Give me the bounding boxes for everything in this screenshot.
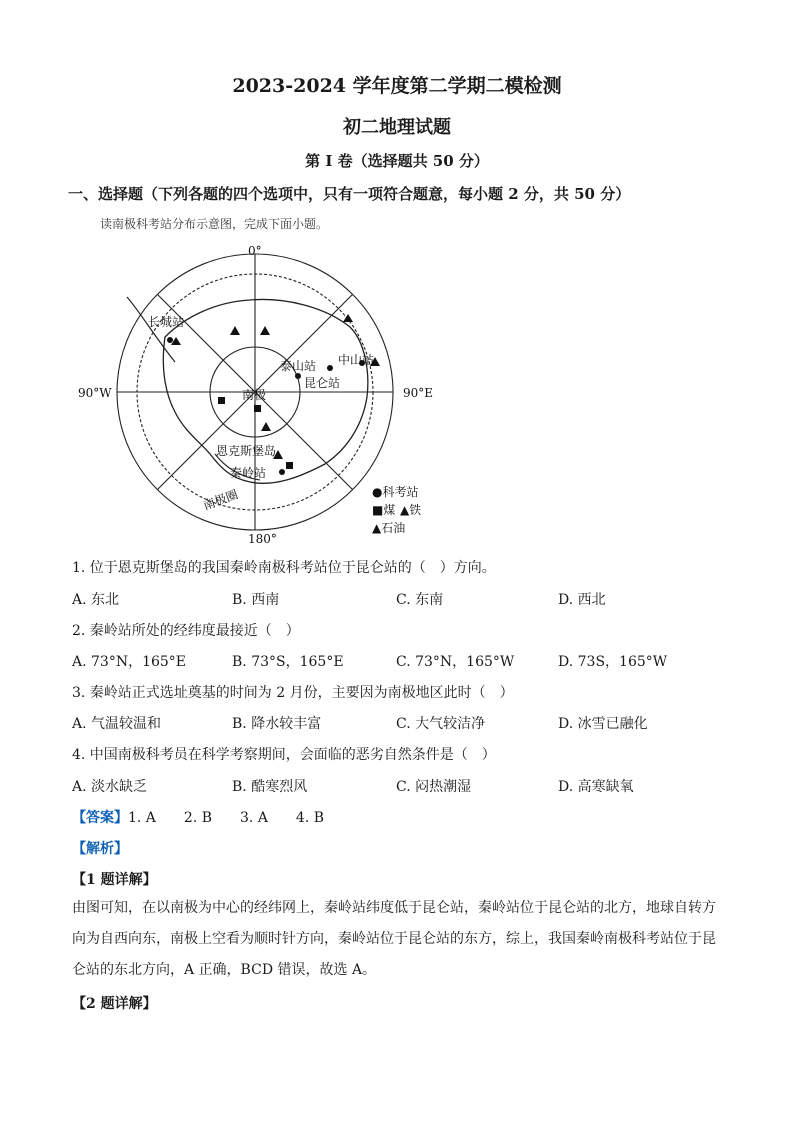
iron-marker	[261, 422, 271, 431]
antarctica-station-map	[70, 242, 450, 547]
question-4-option-d[interactable]: D. 高寒缺氧	[558, 779, 634, 795]
answer-line	[72, 807, 324, 827]
coal-marker	[254, 405, 261, 412]
question-2-option-a[interactable]: A. 73°N，165°E	[72, 654, 187, 670]
question-1-stem: 1. 位于恩克斯堡岛的我国秦岭南极科考站位于昆仑站的（ ）方向。	[72, 560, 496, 576]
legend-coal: ■煤	[372, 503, 396, 517]
label-kunlun: 昆仑站	[304, 376, 341, 390]
question-4-stem: 4. 中国南极科考员在科学考察期间，会面临的恶劣自然条件是（ ）	[72, 747, 496, 763]
page-title: 2023-2024 学年度第二学期二模检测	[232, 75, 562, 97]
detail-2-label: 【2 题详解】	[72, 996, 157, 1012]
question-4-option-c[interactable]: C. 闷热潮湿	[396, 779, 472, 795]
question-1-option-a[interactable]: A. 东北	[72, 592, 120, 608]
question-1-option-b[interactable]: B. 西南	[232, 592, 280, 608]
answer-label: 【答案】	[72, 810, 128, 826]
section-intro: 读南极科考站分布示意图，完成下面小题。	[100, 217, 329, 231]
page-subtitle: 初二地理试题	[343, 117, 451, 138]
question-2-option-b[interactable]: B. 73°S，165°E	[232, 654, 344, 670]
question-1-option-c[interactable]: C. 东南	[396, 592, 444, 608]
question-4-option-a[interactable]: A. 淡水缺乏	[72, 779, 148, 795]
station-dot-taishan	[327, 365, 333, 371]
label-zhongshan: 中山站	[338, 353, 375, 367]
question-2-stem: 2. 秦岭站所处的经纬度最接近（ ）	[72, 623, 300, 639]
coal-marker	[218, 397, 225, 404]
label-0-degree: 0°	[248, 244, 262, 258]
question-4-option-b[interactable]: B. 酷寒烈风	[232, 779, 308, 795]
iron-marker	[230, 326, 240, 335]
coal-marker	[286, 462, 293, 469]
label-taishan: 泰山站	[280, 359, 317, 373]
label-inexpressible-island: 恩克斯堡岛	[216, 444, 277, 458]
label-90w: 90°W	[78, 386, 112, 400]
detail-1-text: 由图可知，在以南极为中心的经纬网上，秦岭站纬度低于昆仑站，秦岭站位于昆仑站的北方，地球自转方向为自西向东，南极上空看为顺时针方向，秦岭站位于昆仑站的东方，综上，我国秦岭南极科考站位于昆仑站的东北方向，A 正确，BCD 错误，故选 A。	[72, 900, 716, 978]
volume-heading: 第 I 卷（选择题共 50 分）	[305, 152, 489, 170]
label-qinling: 秦岭站	[230, 466, 267, 480]
answer-text: 1. A 2. B 3. A 4. B	[128, 810, 325, 826]
legend-station: ●科考站	[372, 485, 419, 499]
question-3-option-c[interactable]: C. 大气较洁净	[396, 716, 486, 732]
antarctic-peninsula	[127, 297, 175, 362]
section-heading: 一、选择题（下列各题的四个选项中，只有一项符合题意，每小题 2 分，共 50 分）	[68, 185, 631, 203]
question-1-option-d[interactable]: D. 西北	[558, 592, 606, 608]
station-dot-changcheng	[167, 337, 173, 343]
label-90e: 90°E	[403, 386, 434, 400]
question-3-option-a[interactable]: A. 气温较温和	[72, 716, 162, 732]
label-antarctic-circle: 南极圈	[201, 487, 240, 513]
question-2-option-d[interactable]: D. 73S，165°W	[558, 654, 668, 670]
question-2-option-c[interactable]: C. 73°N，165°W	[396, 654, 515, 670]
legend-iron: ▲铁	[400, 503, 422, 517]
iron-marker	[260, 326, 270, 335]
label-changcheng: 长城站	[148, 315, 185, 329]
station-dot-kunlun	[295, 373, 301, 379]
legend-oil: ▲石油	[372, 521, 406, 535]
analysis-label: 【解析】	[72, 841, 128, 857]
station-dot-qinling	[279, 469, 285, 475]
question-3-stem: 3. 秦岭站正式选址奠基的时间为 2 月份，主要因为南极地区此时（ ）	[72, 685, 514, 701]
detail-1-label: 【1 题详解】	[72, 872, 157, 888]
question-3-option-d[interactable]: D. 冰雪已融化	[558, 716, 648, 732]
label-south-pole: 南极	[242, 388, 267, 402]
question-3-option-b[interactable]: B. 降水较丰富	[232, 716, 322, 732]
label-180-degree: 180°	[248, 532, 277, 546]
